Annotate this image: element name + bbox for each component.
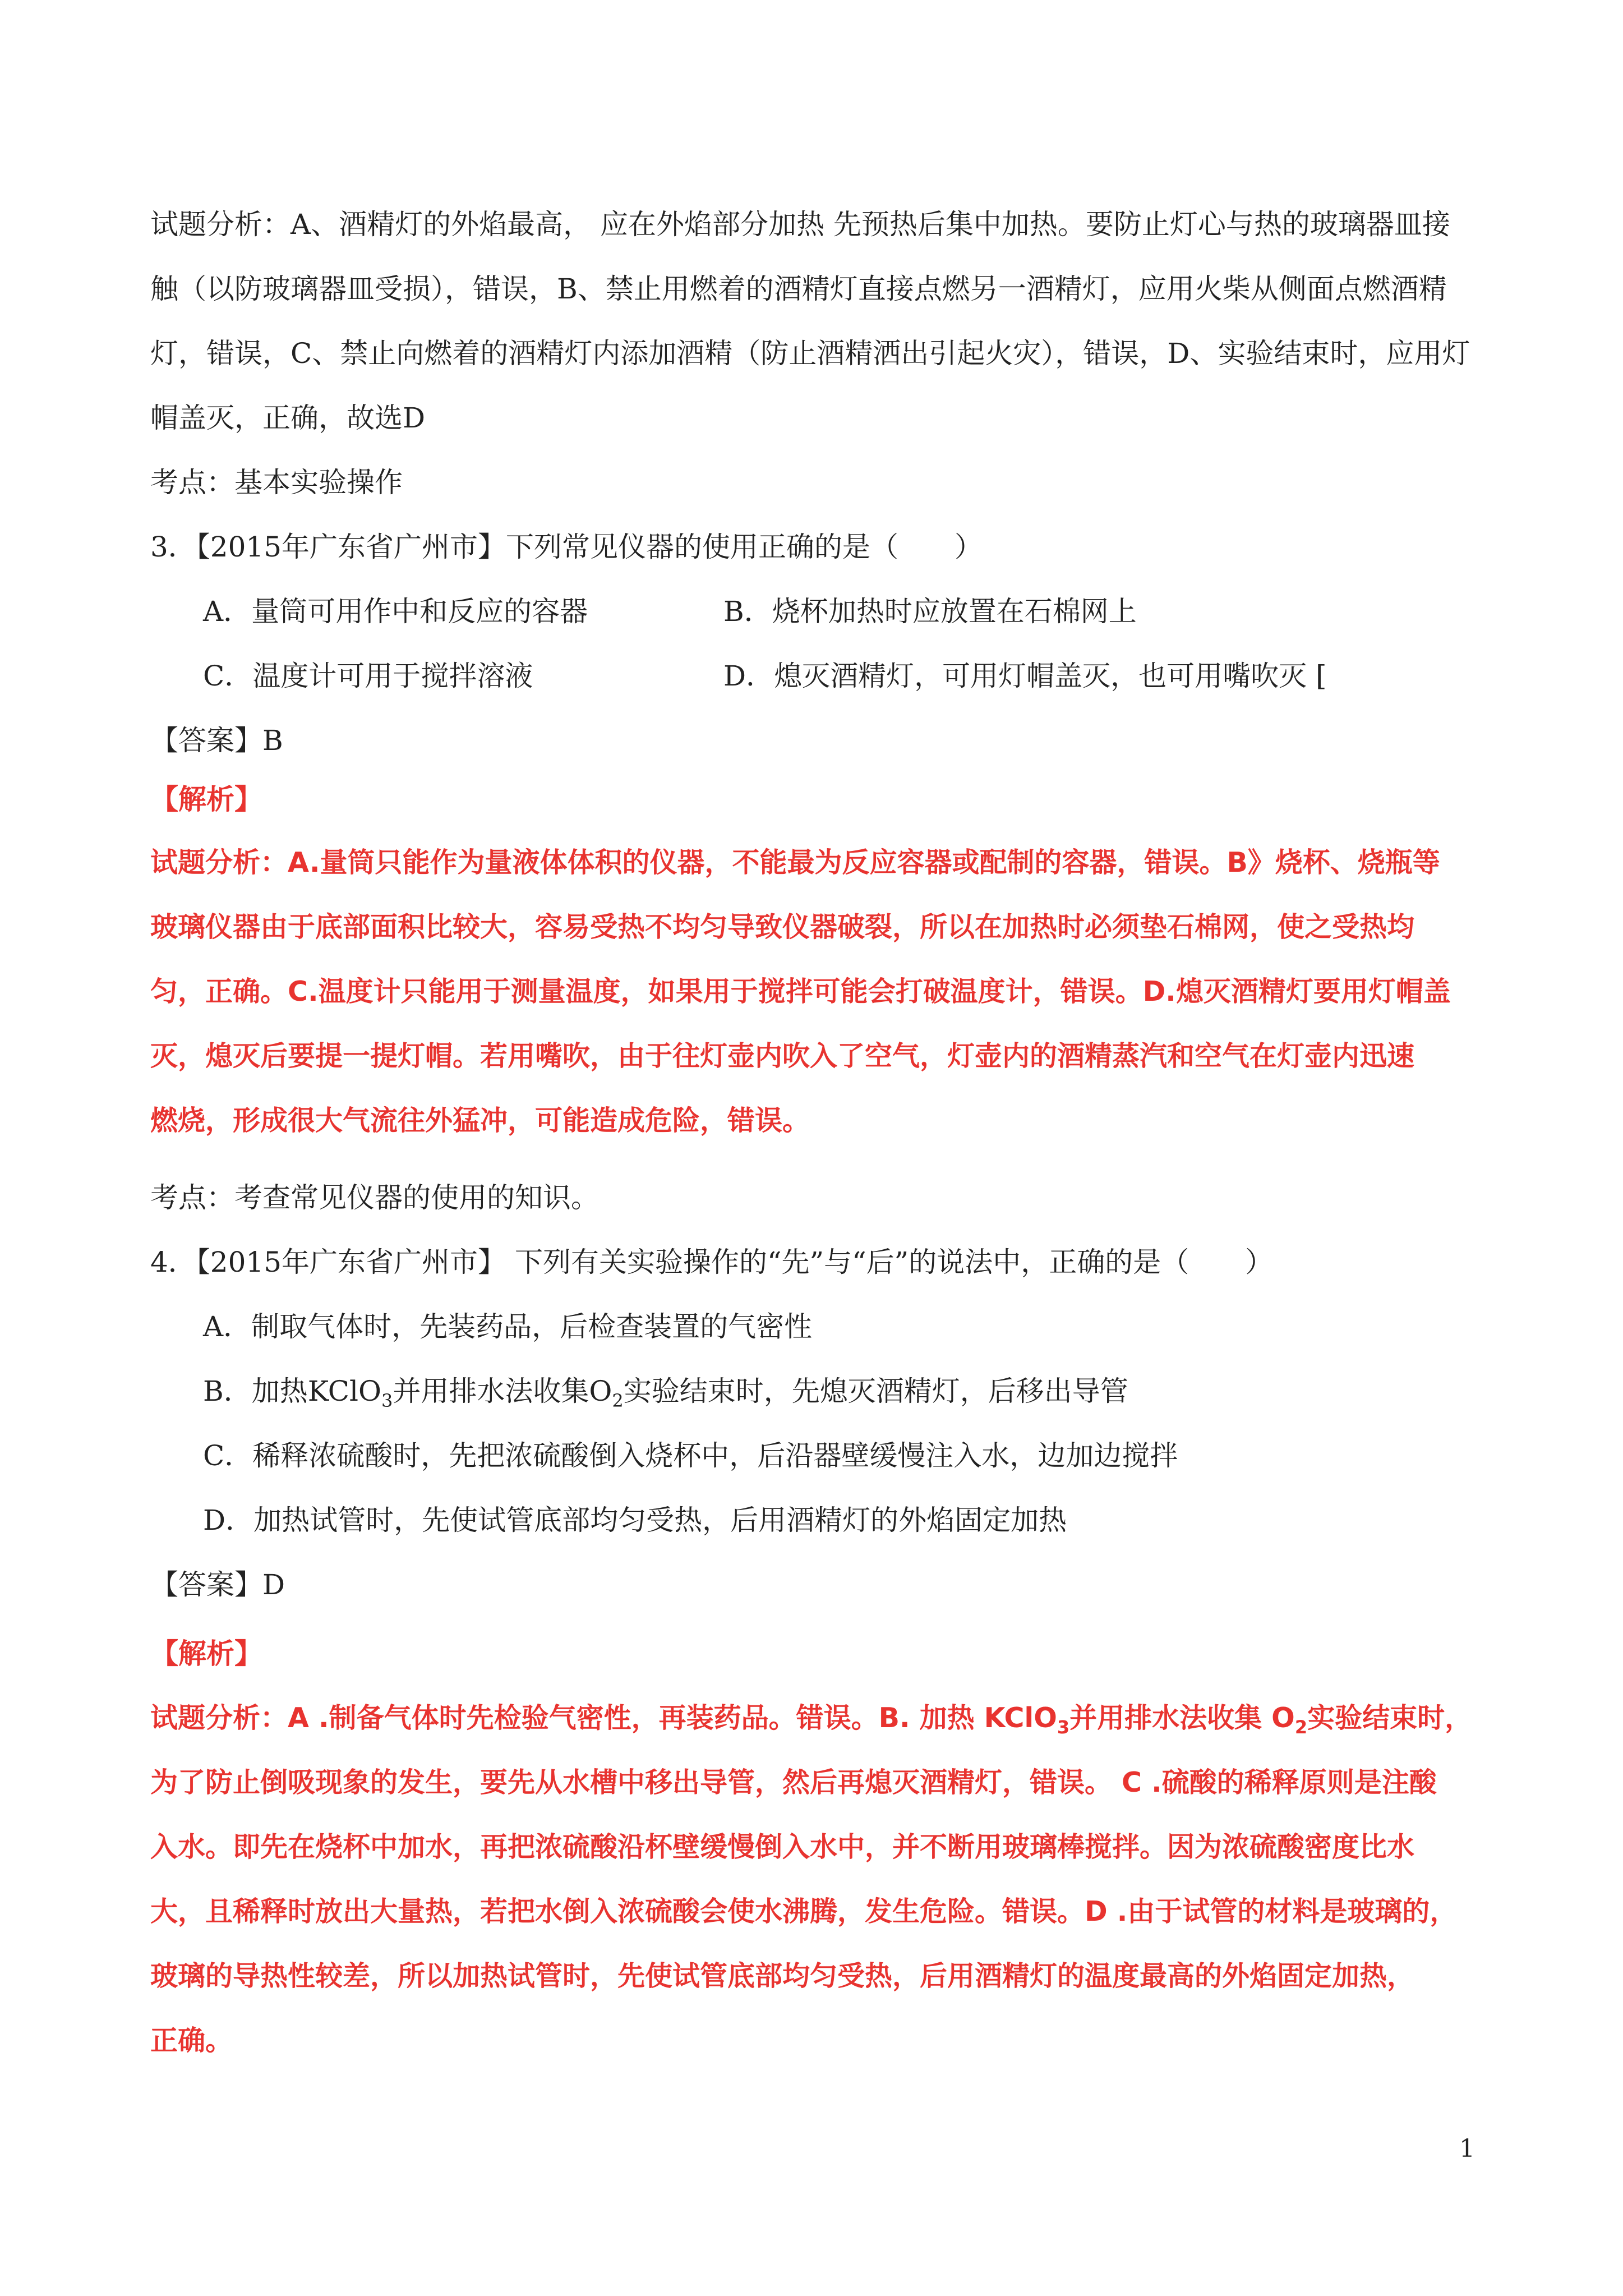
q4-option-a: A．制取气体时，先装药品，后检查装置的气密性 bbox=[203, 1310, 813, 1343]
q4-option-b-part-3: 实验结束时，先熄灭酒精灯，后移出导管 bbox=[623, 1375, 1128, 1407]
q4-analysis-line-1 bbox=[150, 1701, 1496, 1738]
q4-analysis-line-3: 入水。即先在烧杯中加水，再把浓硫酸沿杯壁缓慢倒入水中，并不断用玻璃棒搅拌。因为浓硫酸密度比水 bbox=[150, 1831, 1415, 1863]
q3-option-b: B．烧杯加热时应放置在石棉网上 bbox=[723, 595, 1137, 628]
q3-analysis-line-3: 匀，正确。C.温度计只能用于测量温度，如果用于搅拌可能会打破温度计，错误。D.熄灭酒精灯要用灯帽盖 bbox=[150, 976, 1451, 1007]
q2-analysis-line-2: 触（以防玻璃器皿受损），错误，B、禁止用燃着的酒精灯直接点燃另一酒精灯，应用火柴从侧面点燃酒精 bbox=[150, 273, 1447, 305]
q4-option-b-sub-1: 3 bbox=[381, 1390, 393, 1411]
page-number: 1 bbox=[1459, 2134, 1475, 2163]
q4-analysis-line-1-sub-1: 3 bbox=[1057, 1716, 1070, 1738]
q4-stem: 4．【2015年广东省广州市】 下列有关实验操作的“先”与“后”的说法中，正确的是（ ） bbox=[150, 1246, 1274, 1278]
q4-option-b-part-2: 并用排水法收集O bbox=[393, 1375, 612, 1407]
q2-analysis-line-1: 试题分析：A、酒精灯的外焰最高， 应在外焰部分加热 先预热后集中加热。要防止灯心与热的玻璃器皿接 bbox=[150, 208, 1450, 241]
q4-analysis-line-1-part-2: 并用排水法收集 O bbox=[1069, 1702, 1295, 1734]
q3-option-a: A．量筒可用作中和反应的容器 bbox=[203, 595, 588, 628]
q4-answer: 【答案】D bbox=[150, 1568, 285, 1601]
q4-option-b bbox=[203, 1374, 1549, 1411]
q4-analysis-line-5: 玻璃的导热性较差，所以加热试管时，先使试管底部均匀受热，后用酒精灯的温度最高的外焰固定加热， bbox=[150, 1960, 1415, 1992]
q4-option-c: C．稀释浓硫酸时，先把浓硫酸倒入烧杯中，后沿器壁缓慢注入水，边加边搅拌 bbox=[203, 1439, 1178, 1472]
q4-analysis-line-6: 正确。 bbox=[150, 2024, 233, 2056]
q2-analysis-line-4: 帽盖灭，正确，故选D bbox=[150, 402, 426, 434]
q2-analysis-line-3: 灯，错误，C、禁止向燃着的酒精灯内添加酒精（防止酒精洒出引起火灾），错误，D、实验结束时，应用灯 bbox=[150, 337, 1470, 370]
q3-jiexi-heading: 【解析】 bbox=[150, 783, 262, 816]
q4-jiexi-heading: 【解析】 bbox=[150, 1637, 262, 1670]
q3-analysis-line-1: 试题分析：A.量筒只能作为量液体体积的仪器，不能最为反应容器或配制的容器，错误。B》烧杯、烧瓶等 bbox=[150, 846, 1440, 878]
q4-analysis-line-1-part-1: 试题分析：A .制备气体时先检验气密性，再装药品。错误。B. 加热 KClO bbox=[150, 1702, 1057, 1734]
q3-analysis-line-4: 灭，熄灭后要提一提灯帽。若用嘴吹，由于往灯壶内吹入了空气，灯壶内的酒精蒸汽和空气在灯壶内迅速 bbox=[150, 1040, 1415, 1072]
q4-analysis-line-1-part-3: 实验结束时， bbox=[1307, 1702, 1473, 1734]
q4-analysis-line-4: 大，且稀释时放出大量热，若把水倒入浓硫酸会使水沸腾，发生危险。错误。D .由于试管的材料是玻璃的， bbox=[150, 1895, 1458, 1927]
q3-analysis-line-2: 玻璃仪器由于底部面积比较大，容易受热不均匀导致仪器破裂，所以在加热时必须垫石棉网，使之受热均 bbox=[150, 911, 1415, 943]
q4-option-b-sub-2: 2 bbox=[612, 1390, 624, 1411]
q4-analysis-line-1-sub-2: 2 bbox=[1294, 1716, 1308, 1738]
q4-analysis-line-2: 为了防止倒吸现象的发生，要先从水槽中移出导管，然后再熄灭酒精灯，错误。 C .硫酸的稀释原则是注酸 bbox=[150, 1766, 1437, 1798]
q3-option-c: C．温度计可用于搅拌溶液 bbox=[203, 660, 533, 692]
q4-option-d: D．加热试管时，先使试管底部均匀受热，后用酒精灯的外焰固定加热 bbox=[203, 1504, 1067, 1536]
q2-kaodian: 考点：基本实验操作 bbox=[150, 466, 403, 499]
q3-option-d: D．熄灭酒精灯，可用灯帽盖灭，也可用嘴吹灭 [ bbox=[723, 660, 1327, 692]
q3-answer: 【答案】B bbox=[150, 724, 283, 757]
q4-option-b-part-1: B．加热KClO bbox=[203, 1375, 381, 1407]
q3-kaodian: 考点：考查常见仪器的使用的知识。 bbox=[150, 1181, 599, 1214]
q3-analysis-line-5: 燃烧，形成很大气流往外猛冲，可能造成危险，错误。 bbox=[150, 1105, 810, 1137]
q3-stem: 3．【2015年广东省广州市】下列常见仪器的使用正确的是（ ） bbox=[150, 531, 983, 563]
